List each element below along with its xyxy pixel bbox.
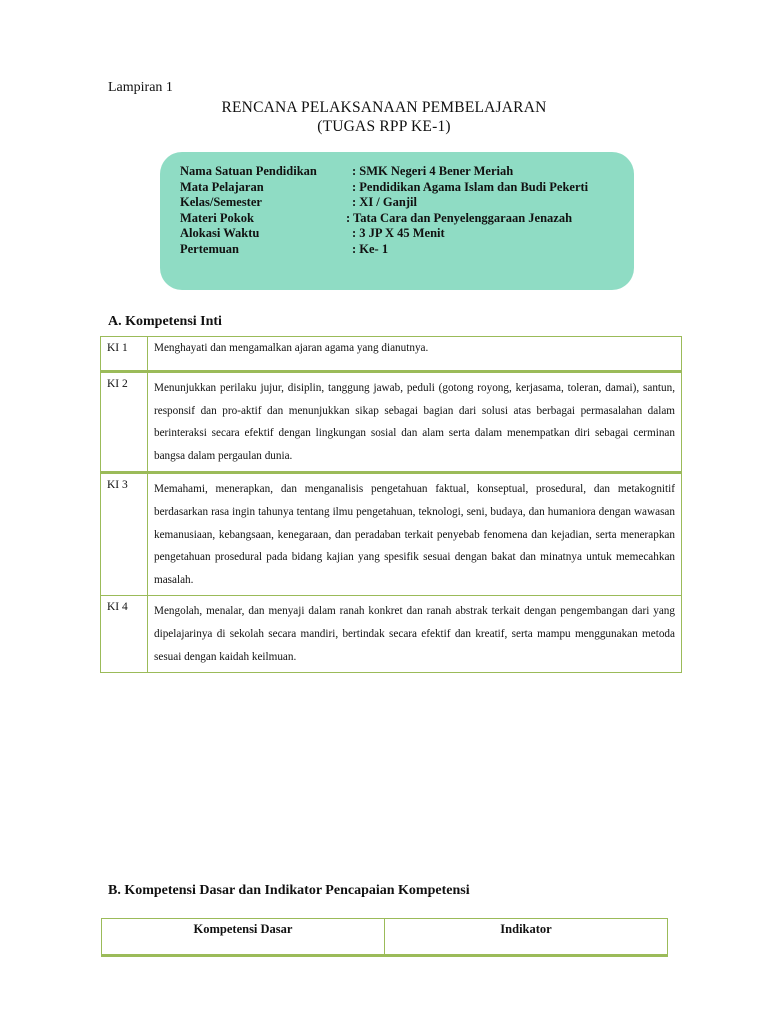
info-label: Mata Pelajaran: [180, 180, 264, 194]
info-value: : Pendidikan Agama Islam dan Budi Pekerti: [352, 180, 589, 194]
ki-text: Menunjukkan perilaku jujur, disiplin, tanggung jawab, peduli (gotong royong, kerjasama, toleran, damai), santun, responsif dan pro-aktif dan menunjukkan sikap sebagai bagian dari solusi atas berbagai permasalahan dalam berinteraksi secara efektif dengan lingkungan sosial dan alam serta dalam menempatkan diri sebagai cerminan bangsa dalam pergaulan dunia.: [148, 372, 682, 473]
ki-text: Memahami, menerapkan, dan menganalisis pengetahuan faktual, konseptual, prosedural, dan metakognitif berdasarkan rasa ingin tahunya tentang ilmu pengetahuan, teknologi, seni, budaya, dan humaniora dengan wawasan kemanusiaan, kebangsaan, kenegaraan, dan peradaban terkait penyebab fenomena dan kejadian, serta menerapkan pengetahuan prosedural pada bidang kajian yang spesifik sesuai dengan bakat dan minatnya untuk memecahkan masalah.: [148, 473, 682, 596]
info-label: Alokasi Waktu: [180, 226, 260, 240]
ki-text: Mengolah, menalar, dan menyaji dalam ranah konkret dan ranah abstrak terkait dengan pengembangan dari yang dipelajarinya di sekolah secara mandiri, bertindak secara efektif dan kreatif, serta mampu menggunakan metoda sesuai dengan kaidah keilmuan.: [148, 596, 682, 673]
core-competency-table: [100, 336, 682, 673]
basic-competency-table: [101, 918, 668, 957]
document-title: RENCANA PELAKSANAAN PEMBELAJARAN: [221, 99, 547, 116]
table-row: [101, 372, 682, 473]
table-header-row: [102, 919, 668, 956]
ki-code: KI 4: [101, 596, 148, 673]
document-subtitle: (TUGAS RPP KE-1): [317, 118, 451, 135]
info-value: : SMK Negeri 4 Bener Meriah: [352, 164, 514, 178]
info-value: : 3 JP X 45 Menit: [352, 226, 445, 240]
section-b-heading: B. Kompetensi Dasar dan Indikator Pencapaian Kompetensi: [108, 883, 470, 898]
info-label: Materi Pokok: [180, 211, 254, 225]
info-value: : Tata Cara dan Penyelenggaraan Jenazah: [346, 211, 573, 225]
section-a-heading: A. Kompetensi Inti: [108, 314, 222, 329]
table-row: [101, 596, 682, 673]
column-header-kompetensi-dasar: Kompetensi Dasar: [102, 919, 385, 956]
column-header-indikator: Indikator: [385, 919, 668, 956]
ki-code: KI 1: [101, 337, 148, 372]
info-label: Nama Satuan Pendidikan: [180, 164, 317, 178]
ki-text: Menghayati dan mengamalkan ajaran agama yang dianutnya.: [148, 337, 682, 372]
attachment-label: Lampiran 1: [108, 80, 173, 95]
table-row: [101, 473, 682, 596]
info-value: : Ke- 1: [352, 242, 389, 256]
info-label: Kelas/Semester: [180, 195, 262, 209]
ki-code: KI 3: [101, 473, 148, 596]
ki-code: KI 2: [101, 372, 148, 473]
identity-box: [160, 152, 634, 290]
info-value: : XI / Ganjil: [352, 195, 417, 209]
table-row: [101, 337, 682, 372]
info-label: Pertemuan: [180, 242, 240, 256]
